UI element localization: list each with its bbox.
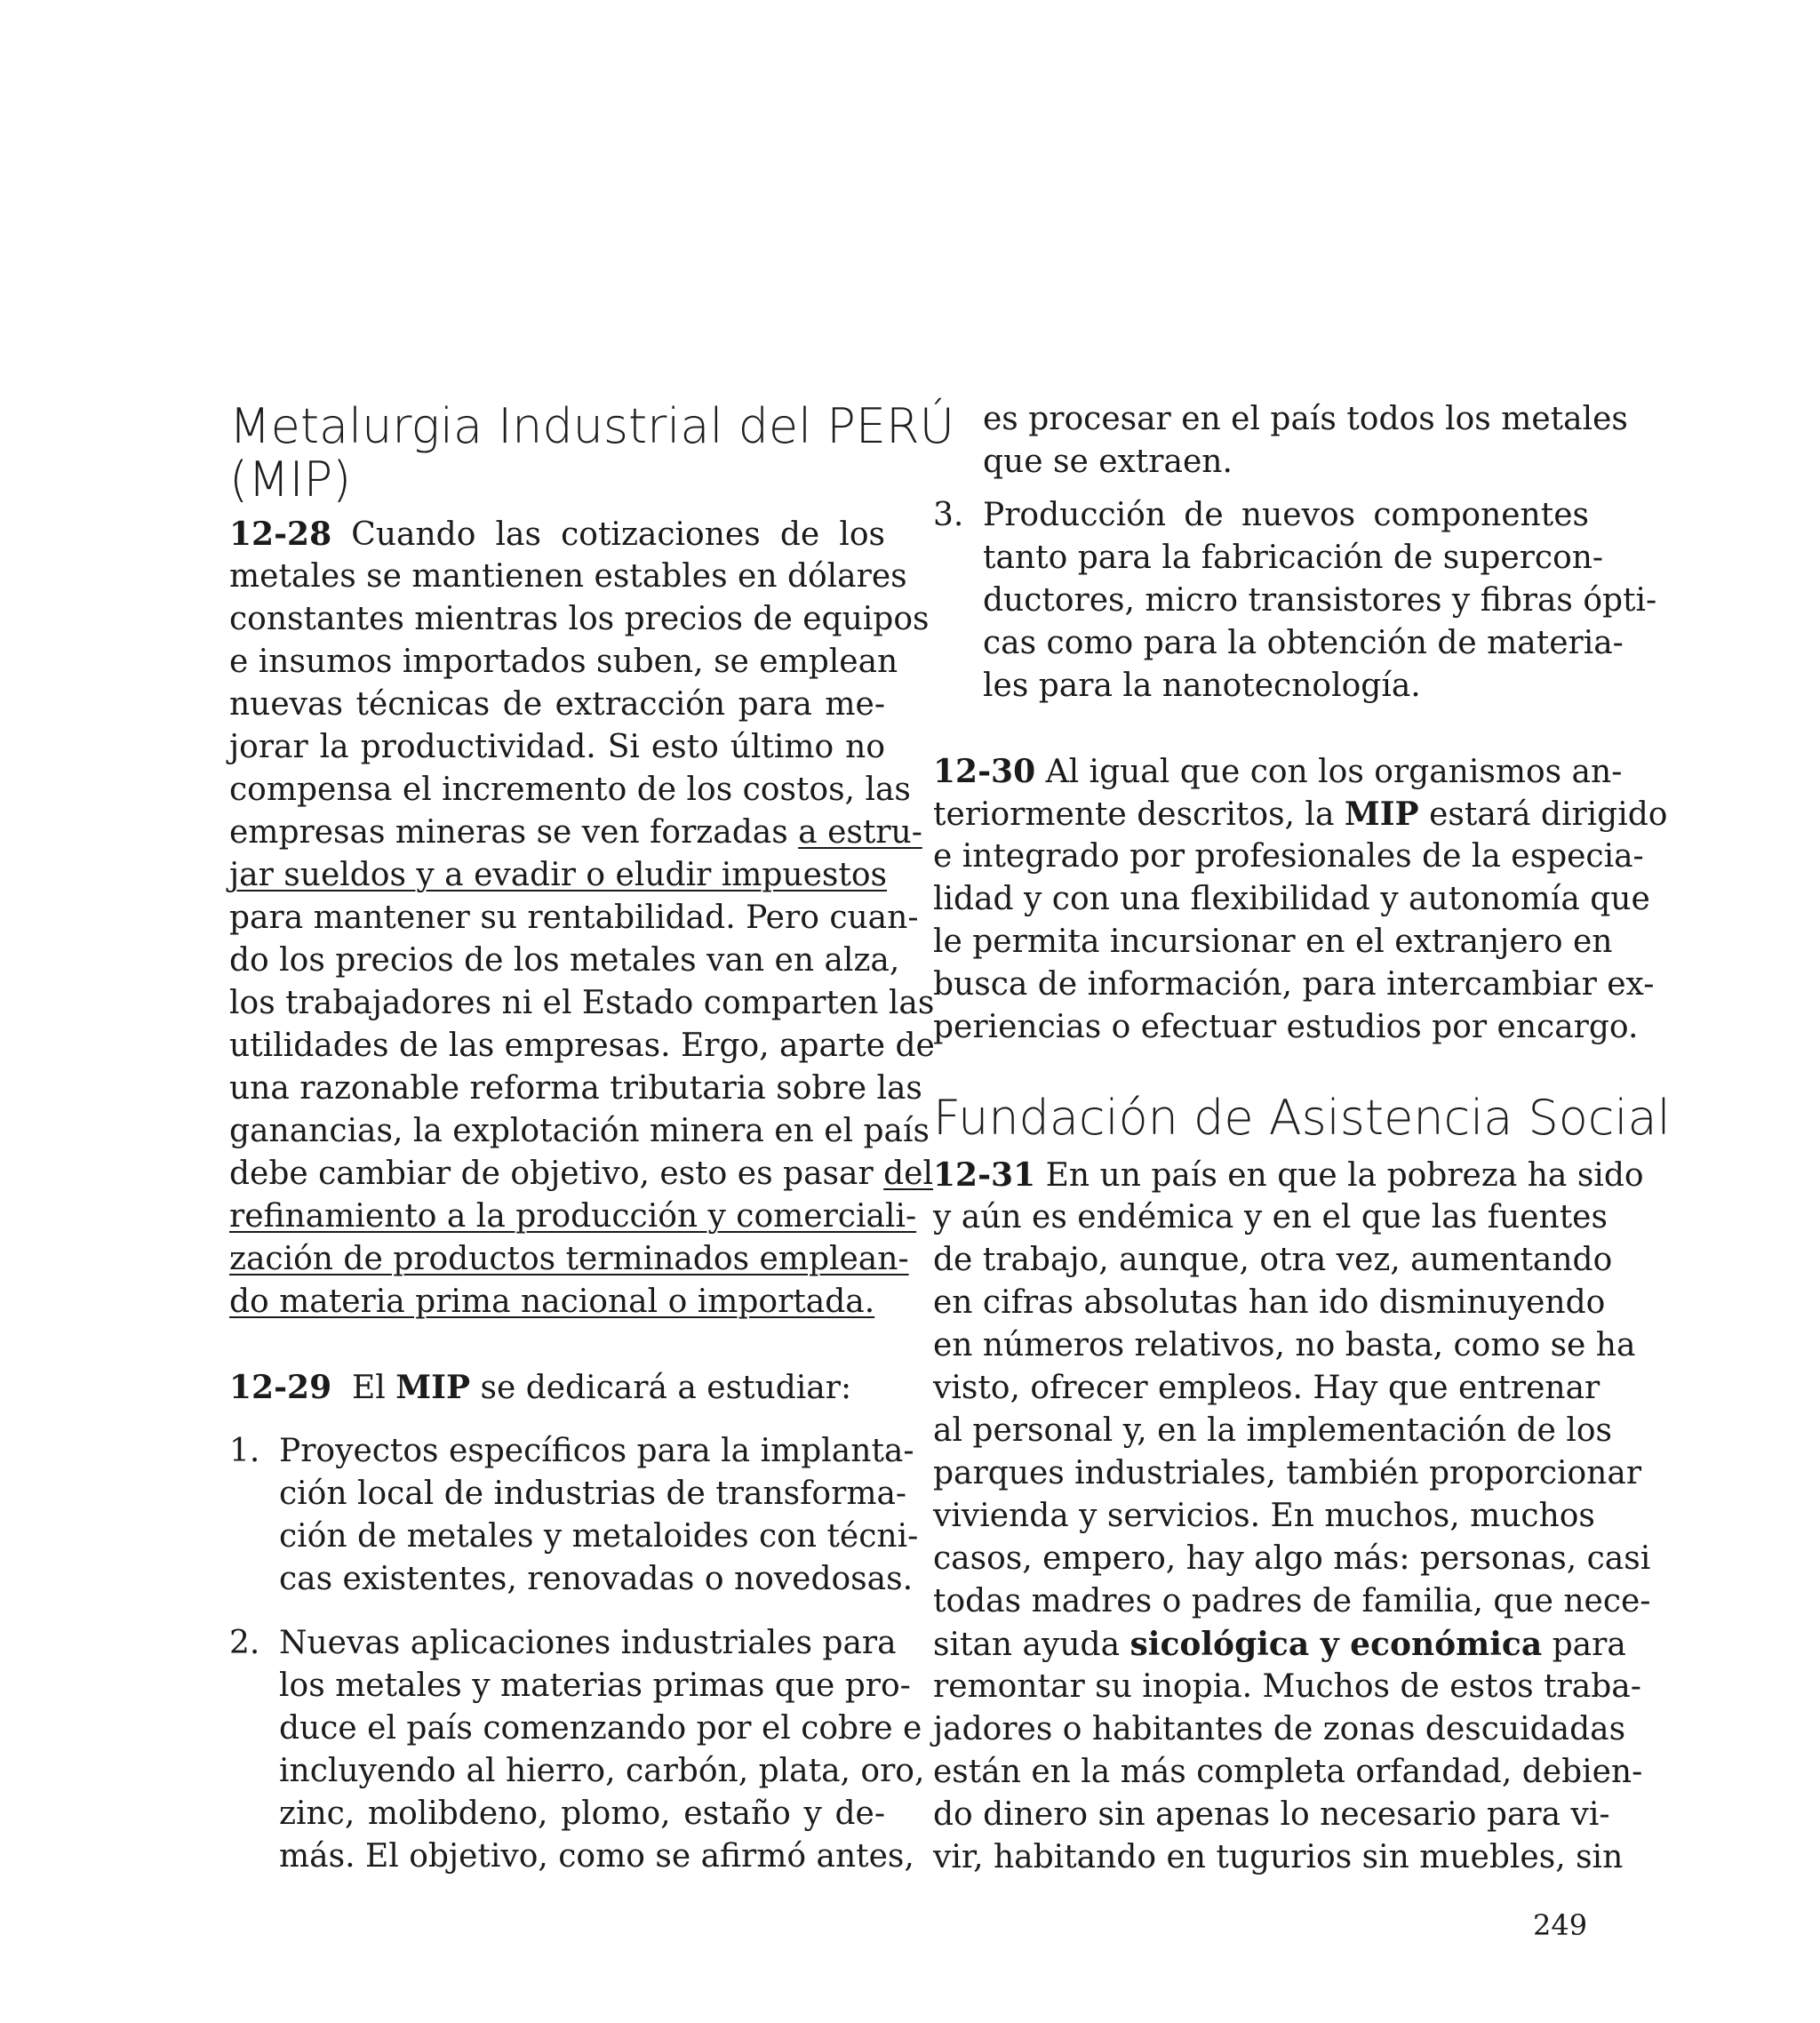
paragraph-12-28-line: 12-28 Cuando las cotizaciones de los xyxy=(229,516,885,553)
paragraph-12-30-line: lidad y con una flexibilidad y autonomía que xyxy=(933,881,1650,917)
paragraph-number: 12-29 xyxy=(229,1369,332,1406)
underlined-text: do materia prima nacional o importada. xyxy=(229,1283,875,1320)
paragraph-12-28-line: compensa el incremento de los costos, las xyxy=(229,772,911,808)
paragraph-12-31-line: vivienda y servicios. En muchos, muchos xyxy=(933,1498,1595,1534)
paragraph-12-30-line: teriormente descritos, la MIP estará dirigido xyxy=(933,796,1668,833)
paragraph-12-31-line: parques industriales, también proporcionar xyxy=(933,1455,1642,1491)
section-heading-mip-line-1: Metalurgia Industrial del PERÚ xyxy=(229,398,955,454)
paragraph-12-31-line: sitan ayuda sicológica y económica para xyxy=(933,1626,1626,1663)
paragraph-12-28-line: constantes mientras los precios de equipos xyxy=(229,601,930,637)
paragraph-12-28-line xyxy=(229,854,888,897)
paragraph-12-31-line: visto, ofrecer empleos. Hay que entrenar xyxy=(933,1370,1600,1406)
paragraph-12-28-line: debe cambiar de objetivo, esto es pasar del xyxy=(229,1155,934,1192)
paragraph-12-31-line: están en la más completa orfandad, debien- xyxy=(933,1754,1643,1790)
paragraph-12-31-line: en números relativos, no basta, como se ha xyxy=(933,1327,1636,1363)
paragraph-12-30-line: le permita incursionar en el extranjero en xyxy=(933,924,1613,960)
paragraph-12-28-line: para mantener su rentabilidad. Pero cuan- xyxy=(229,900,919,936)
paragraph-12-30-line: 12-30 Al igual que con los organismos an- xyxy=(933,753,1623,790)
paragraph-12-31-line: al personal y, en la implementación de los xyxy=(933,1412,1613,1449)
list-marker: 2. xyxy=(229,1625,260,1661)
paragraph-12-28-line: utilidades de las empresas. Ergo, aparte de xyxy=(229,1027,935,1064)
paragraph-12-31-line: y aún es endémica y en el que las fuentes xyxy=(933,1199,1608,1235)
list-marker: 3. xyxy=(933,497,964,533)
paragraph-12-31-line: todas madres o padres de familia, que nece- xyxy=(933,1583,1651,1619)
paragraph-12-28-line: metales se mantienen estables en dólares xyxy=(229,558,907,595)
paragraph-number: 12-28 xyxy=(229,516,332,553)
paragraph-12-28-line: e insumos importados suben, se emplean xyxy=(229,644,898,680)
paragraph-12-28-line: ganancias, la explotación minera en el país xyxy=(229,1113,930,1149)
paragraph-number: 12-31 xyxy=(933,1156,1036,1194)
underlined-text: zación de productos terminados emplean- xyxy=(229,1241,909,1277)
paragraph-12-28-line xyxy=(229,1281,885,1323)
mip-abbreviation: MIP xyxy=(395,1369,471,1406)
paragraph-12-31-line: en cifras absolutas han ido disminuyendo xyxy=(933,1284,1606,1321)
mip-abbreviation: MIP xyxy=(1344,796,1419,833)
underlined-text: del xyxy=(883,1155,934,1192)
list-marker: 1. xyxy=(229,1433,260,1469)
paragraph-12-28-line: jorar la productividad. Si esto último no xyxy=(229,729,885,765)
underlined-text: a estru- xyxy=(798,814,922,851)
paragraph-12-31-line: vir, habitando en tugurios sin muebles, sin xyxy=(933,1839,1624,1875)
paragraph-12-31-line: do dinero sin apenas lo necesario para vi- xyxy=(933,1796,1610,1833)
paragraph-12-31-line: casos, empero, hay algo más: personas, casi xyxy=(933,1540,1651,1577)
paragraph-12-28-line xyxy=(229,1238,909,1281)
paragraph-12-31-line: de trabajo, aunque, otra vez, aumentando xyxy=(933,1242,1613,1278)
paragraph-12-28-line: empresas mineras se ven forzadas a estru- xyxy=(229,814,922,851)
underlined-text: jar sueldos y a evadir o eludir impuestos xyxy=(229,857,888,893)
paragraph-12-28-line: una razonable reforma tributaria sobre las xyxy=(229,1070,922,1107)
paragraph-12-30-line: e integrado por profesionales de la especia- xyxy=(933,838,1644,875)
paragraph-number: 12-30 xyxy=(933,753,1036,790)
section-heading-fundacion: Fundación de Asistencia Social xyxy=(933,1090,1671,1146)
paragraph-12-28-line: los trabajadores ni el Estado comparten las xyxy=(229,985,935,1021)
paragraph-12-28-line: nuevas técnicas de extracción para me- xyxy=(229,686,885,723)
paragraph-12-30-line: busca de información, para intercambiar ex- xyxy=(933,966,1655,1003)
paragraph-12-31-line: remontar su inopia. Muchos de estos traba- xyxy=(933,1668,1641,1705)
paragraph-12-29-intro: 12-29 El MIP se dedicará a estudiar: xyxy=(229,1369,852,1406)
section-heading-mip-line-2: (MIP) xyxy=(229,452,352,508)
underlined-text: refinamiento a la producción y comerciali- xyxy=(229,1198,917,1235)
bold-emphasis: sicológica y económica xyxy=(1130,1626,1543,1663)
paragraph-12-28-line xyxy=(229,1195,917,1238)
paragraph-12-30-line: periencias o efectuar estudios por encargo. xyxy=(933,1009,1639,1045)
paragraph-12-28-line: do los precios de los metales van en alza, xyxy=(229,942,900,979)
paragraph-12-31-line: 12-31 En un país en que la pobreza ha sido xyxy=(933,1156,1644,1194)
paragraph-12-31-line: jadores o habitantes de zonas descuidadas xyxy=(933,1711,1626,1747)
page-number: 249 xyxy=(1533,1908,1588,1942)
